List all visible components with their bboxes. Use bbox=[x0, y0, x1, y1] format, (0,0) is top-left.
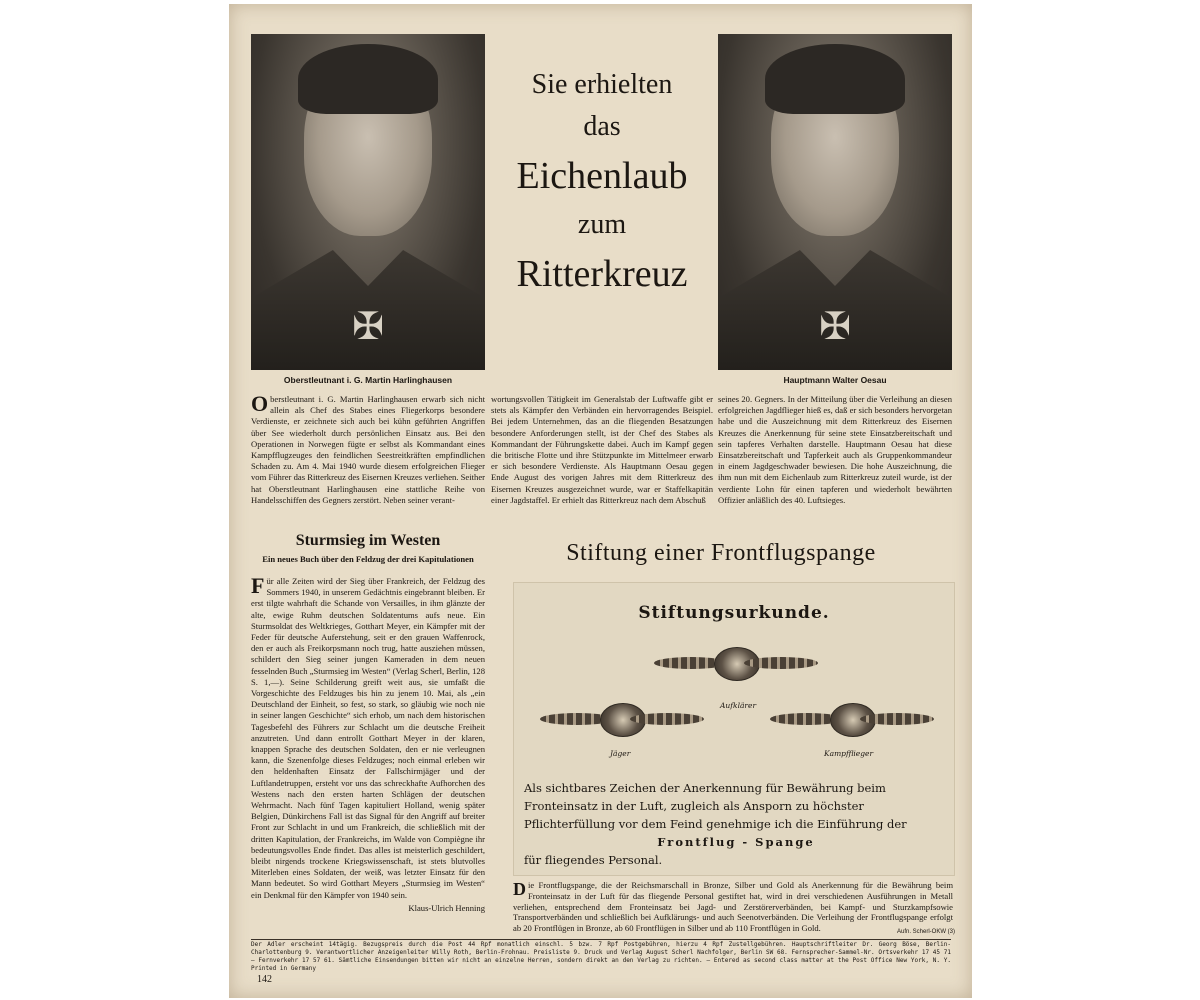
divider bbox=[251, 939, 951, 940]
sturmsieg-heading-block bbox=[251, 532, 485, 565]
certificate-spange: Frontflug - Spange bbox=[657, 835, 815, 849]
article-text: seines 20. Gegners. In der Mitteilung über die Verleihung an diesen erfolgreichen Jagdflieger hieß es, daß er sich besonders hervorgetan habe und die Auszeichnung mit dem Ritterkreuz des Eisernen Kreuzes die Anerkennung für seine stete Einsatzbereitschaft und sein tapferes Verhalten darstelle. Hauptmann Oesau hat diese Einsatzbereitschaft und Tapferkeit auch als Gruppenkommandeur in einem Jagdgeschwader bewiesen. Die hohe Auszeichnung, die ihm nun mit dem Eichenlaub zum Ritterkreuz zuteil wurde, ist der verdiente Lohn für einen tapferen und wiederholt bewährten Offizier anläßlich des 40. Luftsieges. bbox=[718, 394, 952, 505]
photo-credit: Aufn. Scherl-OKW (3) bbox=[897, 929, 956, 935]
drop-cap: D bbox=[513, 879, 526, 899]
certificate-image bbox=[513, 582, 955, 876]
title-line: Sie erhielten bbox=[531, 69, 673, 100]
clasp-label: Aufklärer bbox=[720, 701, 757, 710]
laurel-icon bbox=[860, 713, 934, 725]
portrait-caption-right: Hauptmann Walter Oesau bbox=[783, 375, 887, 385]
article-column-1 bbox=[251, 391, 485, 506]
title-line: Eichenlaub bbox=[516, 155, 688, 197]
laurel-icon bbox=[630, 713, 704, 725]
title-line: zum bbox=[577, 209, 627, 240]
page-number: 142 bbox=[257, 974, 272, 985]
drop-cap: F bbox=[251, 573, 265, 598]
article-text: wortungsvollen Tätigkeit im Generalstab der Luftwaffe gibt er stets als Kämpfer den Verbänden ein hervorragendes Beispiel. Bei jedem Unternehmen, das an die fliegenden Besatzungen besondere Anforderungen stellt, ist der Chef des Stabes als Kommandant der Führungskette dabei. Auch im Kampf gegen die britische Flotte und ihre Stützpunkte im Mittelmeer erwarb er sich besondere Verdienste. Als Hauptmann Oesau gegen Ende August des vorigen Jahres mit dem Ritterkreuz des Eisernen Kreuzes ausgezeichnet wurde, war er Staffelkapitän einer Jagdstaffel. Er erhielt das Ritterkreuz nach dem Abschuß bbox=[491, 394, 713, 505]
article-column-3 bbox=[718, 394, 952, 506]
certificate-end: für fliegendes Personal. bbox=[524, 853, 663, 867]
laurel-icon bbox=[744, 657, 818, 669]
title-line: das bbox=[583, 111, 621, 142]
section-heading: Stiftung einer Frontflugspange bbox=[566, 540, 876, 566]
review-text: ür alle Zeiten wird der Sieg über Frankreich, der Feldzug des Sommers 1940, in unserem Gedächtnis eingebrannt bleiben. Er erst tilgte wahrhaft die Schande von Versailles, in ihm glänzte der alte, ewige Ruhm deutschen Soldatentums aufs neue. Ein Sturmsoldat des Weltkrieges, Gotthart Meyer, ein Kämpfer mit der Feder für deutsche Auferstehung, seit er den grauen Waffenrock, den er auch als Freikorpsmann noch trug, hatte ausziehen müssen, schildert den Sieg seiner jungen Kameraden in dem neuen fesselnden Buch „Sturmsieg im Westen“ (Verlag Scherl, Berlin, 128 S. 1,—). Seine Schilderung greift weit aus, sie umfaßt die Vorgeschichte des Feldzuges bis hin zu jenem 10. Mai, als „ein Deutschland der Einheit, so fest, so stark, so gläubig wie noch nie in seiner langen Geschichte“ sich erhob, um nach dem historischen Tagesbefehl des Führers zur Schlacht um die deutsche Freiheit anzutreten. Und dann entrollt Gotthart Meyer in der klaren, knappen Sprache des deutschen Soldaten, den er nie verleugnen kann, die Szenenfolge dieses Feldzuges; noch einmal erleben wir den heldenhaften Einsatz der Fallschirmjäger und der Luftlandetruppen, ersteht vor uns das schreckhafte Aufhorchen des Westens nach den ersten harten Schlägen der deutschen Wehrmacht. Nach fünf Tagen kapituliert Holland, wenig später Belgien, Dünkirchens Fall ist das Signal für den Angriff auf breiter Front zur Schlacht in und um Frankreich, die schließlich mit der dritten Kapitulation, der Frankreichs, im Walde von Compiègne ihr bedeutungsvolles Ende findet. Das alles ist meisterlich geschildert, bleibt nirgends trockene Kriegswissenschaft, ist stets blutvolles Miterleben eines Soldaten, der weiß, was letzter Einsatz für den Mann bedeutet. So wird Gotthart Meyers „Sturmsieg im Westen“ ein Denkmal für den Kämpfer von 1940 sein. bbox=[251, 576, 485, 900]
author-name: Klaus-Ulrich Henning bbox=[408, 902, 485, 913]
knights-cross-icon: ✠ bbox=[819, 304, 851, 348]
section-subheading: Ein neues Buch über den Feldzug der drei Kapitulationen bbox=[262, 554, 474, 564]
article-text: berstleutnant i. G. Martin Harlinghausen erwarb sich nicht allein als Chef des Stabes eines Fliegerkorps besondere Verdienste, er zeichnete sich auch bei kühn geführten Angriffen über See wiederholt durch persönlichen Einsatz aus. Bei den Operationen in Norwegen fügte er selbst als Kommandant eines Kampfflugzeuges den feindlichen Seestreitkräften empfindlichen Schaden zu. Am 4. Mai 1940 wurde diesem erfolgreichen Flieger vom Führer das Ritterkreuz des Eisernen Kreuzes verliehen. Seither hat Oberstleutnant Harlinghausen eine stattliche Reihe von Handelsschiffen des Gegners zerstört. Neben seiner verant- bbox=[251, 394, 485, 505]
portrait-harlinghausen bbox=[251, 34, 485, 370]
clasp-icon bbox=[540, 703, 704, 733]
portrait-caption-left: Oberstleutnant i. G. Martin Harlinghausen bbox=[283, 375, 453, 385]
drop-cap: O bbox=[251, 391, 269, 416]
hair bbox=[298, 44, 438, 114]
sturmsieg-body bbox=[251, 573, 485, 914]
certificate-title: Stiftungsurkunde. bbox=[638, 603, 830, 623]
magazine-page bbox=[229, 4, 972, 998]
clasp-label: Kampfflieger bbox=[824, 749, 874, 758]
certificate-body: Als sichtbares Zeichen der Anerkennung für Bewährung beim Fronteinsatz in der Luft, zugleich als Ansporn zu höchster Pflichterfüllung vor dem Feind genehmige ich die Einführung der bbox=[524, 781, 907, 831]
imprint: Der Adler erscheint 14tägig. Bezugspreis durch die Post 44 Rpf monatlich einschl. 5 bzw. 7 Rpf Postgebühren, hierzu 4 Rpf Zustellgebühren. Hauptschriftleiter Dr. Georg Böse, Berlin-Charlottenburg 9. Verantwortlicher Anzeigenleiter Willy Roth, Berlin-Frohnau. Preisliste 9. Druck und Verlag August Scherl Nachfolger, Berlin SW 68. Fernsprecher-Sammel-Nr. Ortsverkehr 17 45 71 — Fernverkehr 17 57 61. Sämtliche Einsendungen bitten wir nicht an einzelne Herren, sondern direkt an den Verlag zu richten. — Entered as second class matter at the Post Office New York, N. Y. Printed in Germany bbox=[251, 941, 951, 972]
clasp-icon bbox=[770, 703, 934, 733]
page-title bbox=[491, 64, 713, 302]
title-line: Ritterkreuz bbox=[516, 253, 688, 295]
hair bbox=[765, 44, 905, 114]
clasp-label: Jäger bbox=[610, 749, 631, 758]
description-text: ie Frontflugspange, die der Reichsmarschall in Bronze, Silber und Gold als Anerkennung für die Bewährung beim Fronteinsatz in der Luft für das fliegende Personal gestiftet hat, wird in drei verschiedenen Ausführungen in Metall verliehen, entsprechend dem Fronteinsatz bei Jagd- und Zerstörerverbänden, bei Kampf- und Sturzkampfsowie Transportverbänden und schließlich bei Aufklärungs- und auch Seenotverbänden. Die Verleihung der Frontflugspange erfolgt ab 20 Frontflügen in Bronze, ab 60 Frontflügen in Silber und ab 110 Frontflügen in Gold. bbox=[513, 880, 953, 934]
knights-cross-icon: ✠ bbox=[352, 304, 384, 348]
section-heading: Sturmsieg im Westen bbox=[295, 532, 441, 549]
frontflug-description bbox=[513, 879, 956, 935]
certificate-text bbox=[524, 779, 948, 869]
article-column-2 bbox=[491, 394, 713, 506]
portrait-oesau bbox=[718, 34, 952, 370]
clasp-icon bbox=[654, 647, 818, 677]
